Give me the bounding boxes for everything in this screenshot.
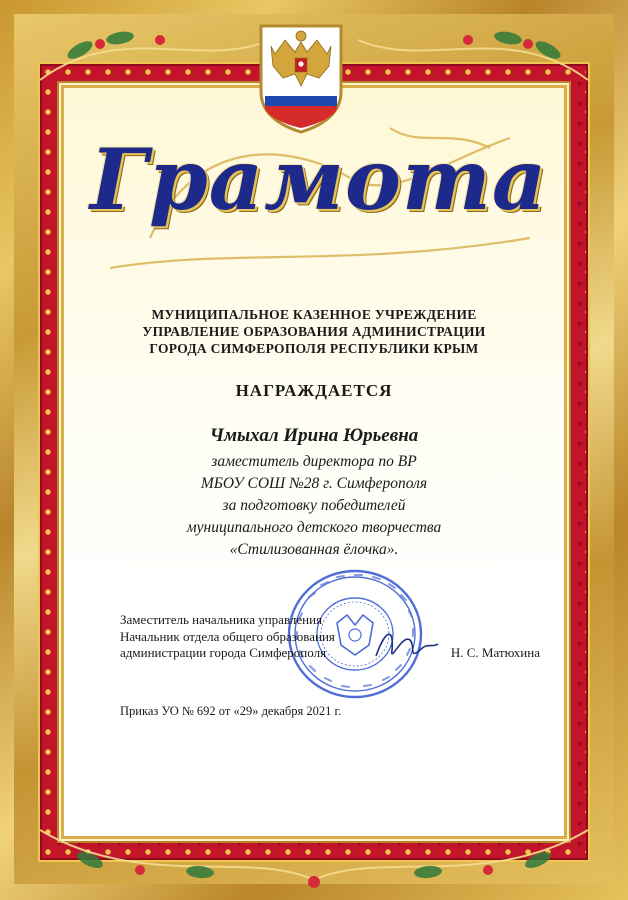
signature-block — [120, 612, 540, 662]
order-reference: Приказ УО № 692 от «29» декабря 2021 г. — [120, 704, 342, 718]
organization-name — [70, 306, 558, 357]
signatory-position: Начальник отдела общего образования — [120, 628, 335, 644]
organization-line: ГОРОДА СИМФЕРОПОЛЯ РЕСПУБЛИКИ КРЫМ — [149, 341, 479, 356]
signatory-name: Н. С. Матюхина — [450, 645, 540, 660]
organization-line: МУНИЦИПАЛЬНОЕ КАЗЕННОЕ УЧРЕЖДЕНИЕ — [151, 307, 477, 322]
signatory-position: администрации города Симферополя — [120, 645, 327, 660]
award-details — [70, 451, 558, 561]
recipient-name: Чмыхал Ирина Юрьевна — [209, 425, 419, 446]
details-line: «Стилизованная ёлочка». — [229, 541, 399, 558]
details-line: МБОУ СОШ №28 г. Симферополя — [200, 475, 428, 492]
certificate-title: Грамота — [90, 130, 548, 229]
details-line: муниципального детского творчества — [186, 519, 442, 536]
signatory-position: Заместитель начальника управления — [120, 612, 323, 627]
signatory-row — [120, 645, 540, 662]
organization-line: УПРАВЛЕНИЕ ОБРАЗОВАНИЯ АДМИНИСТРАЦИИ — [142, 324, 486, 339]
details-line: заместитель директора по ВР — [211, 453, 417, 470]
details-line: за подготовку победителей — [222, 497, 406, 514]
award-heading: НАГРАЖДАЕТСЯ — [235, 381, 393, 400]
